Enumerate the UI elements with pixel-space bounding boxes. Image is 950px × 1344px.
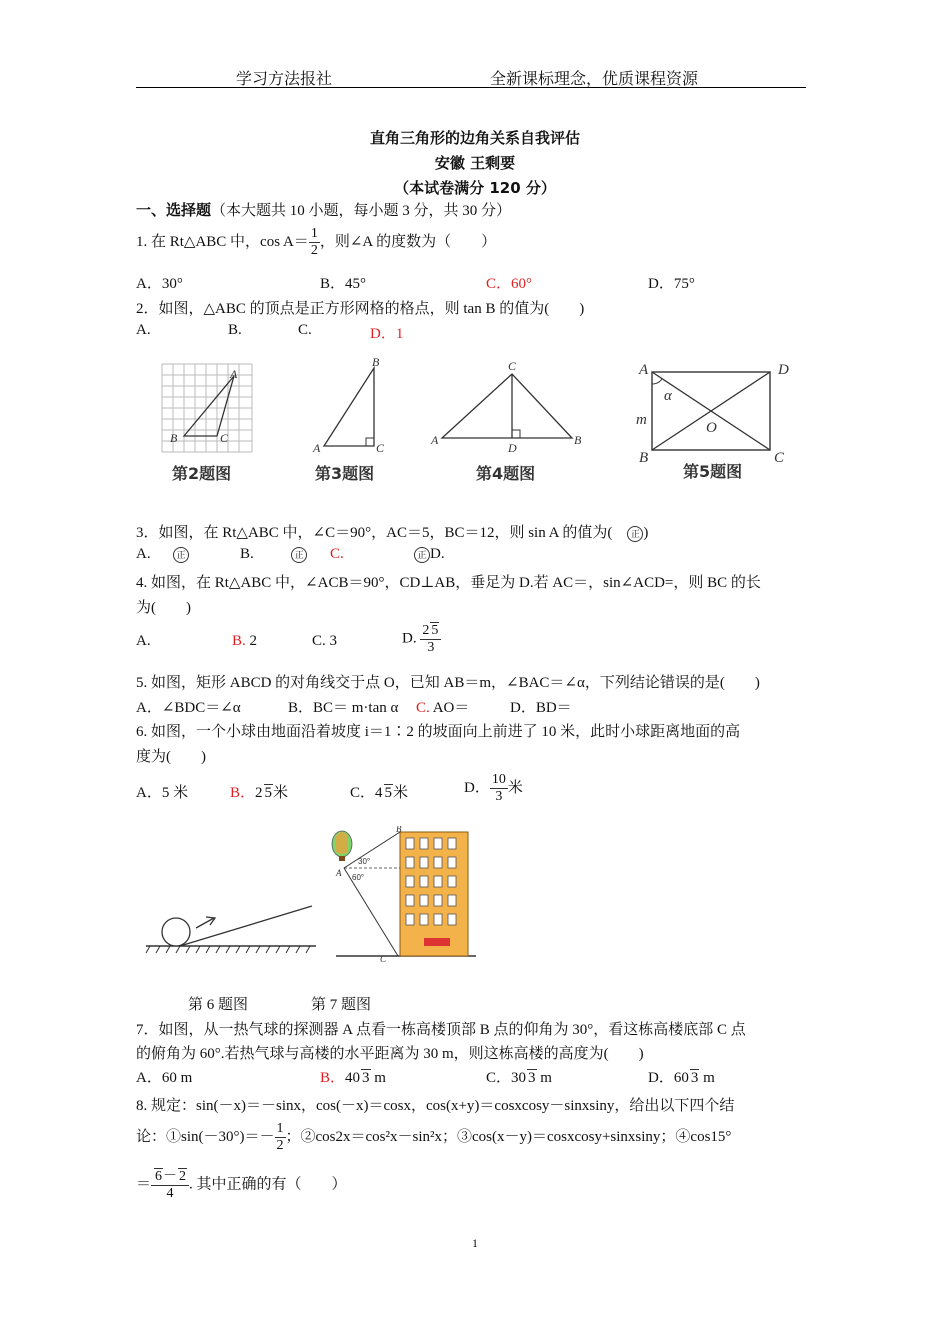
fig7-label-c: C: [380, 954, 387, 964]
q4-option-b: B. 2: [232, 633, 258, 649]
q3-option-a: A. 正: [136, 546, 189, 563]
header-right: 全新课标理念，优质课程资源: [490, 71, 699, 88]
q4-option-a: A.: [136, 633, 151, 649]
q6-option-c: C．4 5米: [350, 785, 409, 801]
q1-option-c: C．60°: [486, 276, 533, 292]
figure-4-triangle: [442, 374, 572, 438]
fig7-angle-60: 60°: [352, 873, 365, 882]
q1-option-d: D．75°: [648, 276, 695, 292]
figure-6-slope: [146, 906, 316, 953]
section-label: 一、选择题: [136, 201, 212, 219]
q7-option-b: B．40 3 m: [320, 1070, 386, 1086]
q3-option-d: 正 D.: [414, 546, 445, 563]
fig5-label-b: B: [639, 450, 649, 466]
figure-7-building: [332, 826, 476, 964]
question-8-line-1: 8. 规定：sin(－x)＝－sinx，cos(－x)＝cosx，cos(x+y)＝cosxcosy－sinxsiny，给出以下四个结: [136, 1098, 735, 1114]
header-rule: [136, 87, 806, 88]
q7-option-a: A．60 m: [136, 1070, 193, 1086]
page-title: 直角三角形的边角关系自我评估: [369, 129, 580, 147]
fig5-label-o: O: [706, 420, 717, 436]
section-note: （本大题共 10 小题，每小题 3 分，共 30 分）: [211, 203, 512, 219]
q6-option-d: D． $\frac{10}{3}$ 米: [464, 772, 523, 804]
question-5-stem: 5. 如图，矩形 ABCD 的对角线交于点 O，已知 AB＝m，∠BAC＝∠α，下列结论错误的是( ): [136, 675, 760, 691]
figure-3-caption: 第3题图: [315, 464, 375, 483]
q5-option-a: A．∠BDC＝∠α: [136, 700, 241, 716]
fig5-label-m: m: [636, 412, 647, 428]
fig2-label-b: B: [170, 431, 178, 445]
fig5-label-d: D: [778, 362, 789, 378]
figure-4-caption: 第4题图: [476, 464, 536, 483]
fig3-label-a: A: [313, 441, 321, 455]
figure-2-caption: 第2题图: [172, 464, 232, 483]
q6-option-b: B．2 5米: [230, 785, 289, 801]
q2-option-d: D．1: [370, 326, 404, 342]
q3-stamp: 正: [627, 526, 643, 542]
ball-icon: [162, 918, 190, 946]
q7-option-d: D．60 3 m: [648, 1070, 715, 1086]
q3-option-b: B. 正: [240, 546, 307, 563]
fig3-label-c: C: [376, 441, 385, 455]
question-7-line-1: 7．如图，从一热气球的探测器 A 点看一栋高楼顶部 B 点的仰角为 30°，看这栋高楼底部 C 点: [136, 1022, 746, 1038]
fig5-label-c: C: [774, 450, 785, 466]
q6-option-a: A．5 米: [136, 785, 189, 801]
fig7-angle-30: 30°: [358, 857, 371, 866]
q2-option-a: A.: [136, 322, 151, 338]
question-1-stem: [136, 226, 496, 259]
q7-option-c: C．30 3 m: [486, 1070, 552, 1086]
q4-option-d: D. $\frac{2 5}{3}$: [402, 622, 441, 656]
figure-7-caption: 第 7 题图: [311, 997, 372, 1013]
fig2-label-c: C: [220, 431, 229, 445]
figure-3-triangle: [324, 368, 374, 446]
q2-option-b: B.: [228, 322, 242, 338]
page-number: 1: [472, 1236, 478, 1250]
fig4-label-c: C: [508, 359, 517, 373]
q1-stem-a: 1. 在 Rt△ABC 中，cos A＝: [136, 233, 309, 250]
fig5-label-a: A: [639, 362, 649, 378]
q1-fraction: $\frac{1}{2}$: [310, 226, 318, 258]
building-door: [424, 938, 450, 946]
fig4-label-a: A: [431, 433, 439, 447]
question-3-stem: 3．如图，在 Rt△ABC 中，∠C＝90°，AC＝5，BC＝12，则 sin A 的值为( 正 ): [136, 525, 649, 541]
q1-option-b: B．45°: [320, 276, 367, 292]
fig3-label-b: B: [372, 355, 380, 369]
fig2-label-a: A: [230, 367, 238, 381]
section-heading: [136, 199, 511, 220]
fig7-label-b: B: [396, 826, 402, 834]
score-line: （本试卷满分 120 分）: [394, 179, 556, 197]
question-4-line-1: 4. 如图，在 Rt△ABC 中，∠ACB＝90°，CD⊥AB，垂足为 D.若 AC＝，sin∠ACD=，则 BC 的长: [136, 575, 761, 591]
question-8-line-3: ＝ $\frac{6- 2}{4}$ . 其中正确的有（ ）: [136, 1169, 347, 1201]
fig5-label-alpha: α: [664, 388, 672, 404]
author-line: 安徽 王剩要: [434, 154, 516, 172]
question-6-line-2: 度为( ): [136, 749, 206, 765]
figures-6-and-7: [140, 826, 480, 970]
q5-option-b: B．BC＝ m·tan α: [288, 700, 399, 716]
question-8-line-2: 论：①sin(－30°)＝－ $\frac{1}{2}$ ；②cos2x＝cos²x－sin²x；③cos(x－y)＝cosxcosy+sinxsiny；④cos15°: [136, 1121, 732, 1153]
q3-option-c: C.: [330, 546, 344, 562]
q1-option-a: A．30°: [136, 276, 183, 292]
figure-5-caption: 第5题图: [683, 462, 743, 481]
q4-option-c: C. 3: [312, 633, 338, 649]
fig4-label-d: D: [508, 441, 517, 455]
q5-option-d: D．BD＝: [510, 700, 572, 716]
q5-option-c: C. AO＝: [416, 700, 470, 716]
fig7-label-a: A: [336, 868, 342, 878]
q1-stem-b: ，则∠A 的度数为（ ）: [319, 233, 497, 250]
question-2-stem: 2．如图，△ABC 的顶点是正方形网格的格点，则 tan B 的值为( ): [136, 301, 585, 317]
figure-6-caption: 第 6 题图: [188, 997, 249, 1013]
fig4-label-b: B: [574, 433, 582, 447]
question-7-line-2: 的俯角为 60°.若热气球与高楼的水平距离为 30 m，则这栋高楼的高度为( ): [136, 1046, 644, 1062]
figure-2-triangle: [184, 376, 234, 436]
question-4-line-2: 为( ): [136, 600, 191, 616]
header-left: 学习方法报社: [236, 71, 333, 88]
question-6-line-1: 6. 如图，一个小球由地面沿着坡度 i＝1∶2 的坡面向上前进了 10 米，此时小球距离地面的高: [136, 724, 741, 740]
q2-option-c: C.: [298, 322, 312, 338]
